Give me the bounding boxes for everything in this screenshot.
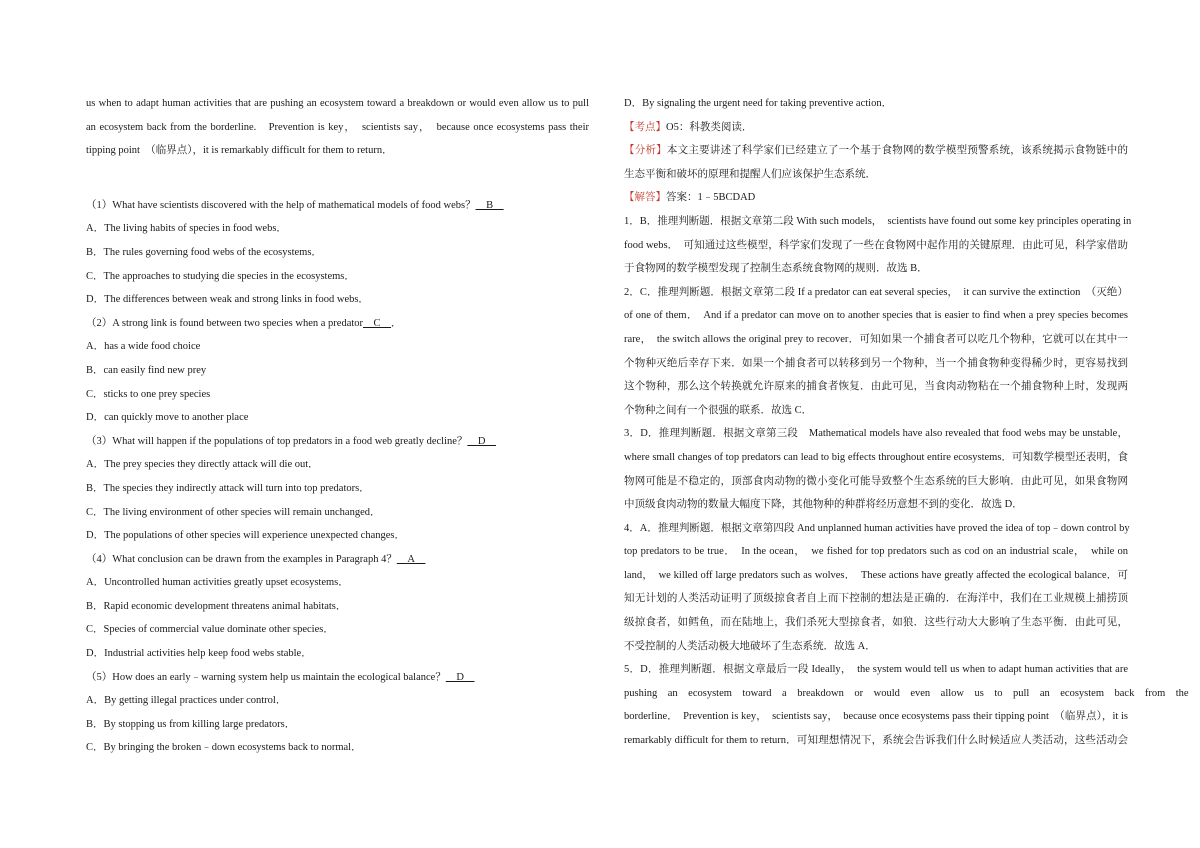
explanation-line: 不受控制的人类活动极大地破坏了生态系统．故选 A． [624, 640, 876, 652]
kaodian-line: 【考点】O5：科教类阅读． [624, 121, 753, 133]
question-1-option-d: D．The differences between weak and strong links in food webs． [86, 294, 369, 306]
explanation-line: 5．D．推理判断题．根据文章最后一段 Ideally， the system would tell us when to adapt human activities that are [624, 664, 1128, 676]
jieda-line: 【解答】答案：1﹣5BCDAD [624, 192, 756, 204]
question-4-option-b: B．Rapid economic development threatens animal habitats． [86, 600, 347, 612]
kaodian-tag: 【考点】 [624, 121, 666, 133]
question-4-answer: ＿A＿ [396, 553, 426, 565]
question-5-answer: ＿D＿ [445, 671, 475, 683]
explanation-line: 1．B．推理判断题．根据文章第二段 With such models， scientists have found out some key principles operating in [624, 215, 1132, 227]
explanation-line: of one of them． And if a predator can move on to another species that is easier to find when a prey species becomes [624, 310, 1128, 322]
question-2-option-b: B．can easily find new prey [86, 364, 207, 376]
question-1-answer: ＿B＿ [475, 199, 504, 211]
question-2-option-d: D．can quickly move to another place [86, 412, 249, 424]
explanation-line: 级掠食者，如鳕鱼，而在陆地上，我们杀死大型掠食者，如狼．这些行动大大影响了生态平衡．由此可见， [624, 617, 1128, 629]
passage-line: tipping point （临界点），it is remarkably difficult for them to return． [86, 145, 393, 157]
explanation-line: land， we killed off large predators such as wolves． These actions have greatly affected the ecological balance．可 [624, 569, 1128, 581]
question-2-stem: （2）A strong link is found between two species when a predator＿C＿． [86, 317, 402, 329]
fenxi-line: 【分析】本文主要讲述了科学家们已经建立了一个基于食物网的数学模型预警系统，该系统揭示食物链中的 [624, 145, 1129, 157]
question-5-option-d: D．By signaling the urgent need for taking preventive action． [624, 98, 893, 109]
explanation-line: 个物种之间有一个很强的联系．故选 C． [624, 404, 813, 416]
question-3-stem: （3）What will happen if the populations of top predators in a food web greatly decline？＿D＿ [86, 435, 496, 447]
explanation-line: rare， the switch allows the original prey to recover．可知如果一个捕食者可以吃几个物种，它就可以在其中一 [624, 333, 1128, 345]
question-2-option-a: A．has a wide food choice [86, 341, 201, 353]
right-column [624, 92, 1189, 753]
explanation-line: where small changes of top predators can lead to big effects throughout entire ecosystems．可知数学模型还表明，食 [624, 451, 1128, 463]
question-1-option-a: A．The living habits of species in food webs． [86, 223, 287, 235]
question-3-option-a: A．The prey species they directly attack will die out． [86, 459, 319, 471]
question-3-answer: ＿D＿ [467, 435, 496, 447]
question-3-option-b: B．The species they indirectly attack will turn into top predators． [86, 482, 370, 494]
fenxi-line-2: 生态平衡和破坏的原理和提醒人们应该保护生态系统． [624, 168, 876, 180]
question-3-option-d: D．The populations of other species will experience unexpected changes． [86, 530, 405, 542]
question-4-option-d: D．Industrial activities help keep food webs stable． [86, 648, 312, 660]
explanation-line: borderline． Prevention is key， scientists say， because once ecosystems pass their tipping point （临界点），it is [624, 711, 1128, 723]
explanation-line: remarkably difficult for them to return．可知理想情况下，系统会告诉我们什么时候适应人类活动，这些活动会 [624, 735, 1128, 747]
question-5-option-c: C．By bringing the broken﹣down ecosystems back to normal． [86, 742, 362, 754]
question-2-answer: ＿C＿ [363, 317, 392, 329]
question-4-stem: （4）What conclusion can be drawn from the examples in Paragraph 4？＿A＿ [86, 553, 426, 565]
passage-line: us when to adapt human activities that are pushing an ecosystem toward a breakdown or would even allow us to pull [86, 98, 589, 109]
passage-line: an ecosystem back from the borderline. Prevention is key， scientists say， because once ecosystems pass their [86, 121, 589, 133]
explanation-line: 2．C．推理判断题．根据文章第二段 If a predator can eat several species， it can survive the extinction （灭绝） [624, 286, 1128, 298]
question-4-option-a: A．Uncontrolled human activities greatly upset ecosystems． [86, 577, 349, 589]
question-4-option-c: C．Species of commercial value dominate other species． [86, 624, 334, 636]
question-3-option-c: C．The living environment of other species will remain unchanged． [86, 506, 381, 518]
explanation-line: 于食物网的数学模型发现了控制生态系统食物网的规则．故选 B． [624, 263, 928, 275]
question-2-option-c: C．sticks to one prey species [86, 388, 211, 400]
question-5-option-a: A．By getting illegal practices under control． [86, 695, 287, 707]
explanation-line: pushing an ecosystem toward a breakdown or would even allow us to pull an ecosystem back from the [624, 687, 1189, 699]
explanation-line: 知无计划的人类活动证明了顶级掠食者自上而下控制的想法是正确的．在海洋中，我们在工业规模上捕捞顶 [624, 593, 1128, 605]
question-5-stem: （5）How does an early﹣warning system help us maintain the ecological balance？＿D＿ [86, 671, 475, 683]
explanation-line: 这个物种，那么这个转换就允许原来的捕食者恢复．由此可见，当食肉动物粘在一个捕食物种上时，发现两 [624, 381, 1128, 393]
explanation-line: 个物种灭绝后幸存下来．如果一个捕食者可以转移到另一个物种，当一个捕食物种变得稀少时，更容易找到 [624, 357, 1128, 369]
fenxi-tag: 【分析】 [624, 145, 667, 157]
left-column [86, 92, 589, 760]
explanation-line: 3．D．推理判断题．根据文章第三段 Mathematical models have also revealed that food webs may be unstable， [624, 428, 1128, 440]
jieda-tag: 【解答】 [624, 192, 666, 204]
question-1-option-b: B．The rules governing food webs of the ecosystems． [86, 246, 322, 258]
explanation-line: food webs． 可知通过这些模型，科学家们发现了一些在食物网中起作用的关键原理．由此可见，科学家借助 [624, 239, 1128, 251]
question-1-stem: （1）What have scientists discovered with the help of mathematical models of food webs？＿B＿ [86, 199, 504, 211]
explanation-line: 物网可能是不稳定的，顶部食肉动物的微小变化可能导致整个生态系统的巨大影响．由此可见，如果食物网 [624, 475, 1128, 487]
question-1-option-c: C．The approaches to studying die species in the ecosystems． [86, 270, 355, 282]
explanation-line: top predators to be true． In the ocean， we fished for top predators such as cod on an industrial scale， while on [624, 546, 1128, 558]
explanation-line: 4．A．推理判断题．根据文章第四段 And unplanned human activities have proved the idea of top﹣down control by [624, 522, 1130, 534]
explanation-line: 中顶级食肉动物的数量大幅度下降，其他物种的种群将经历意想不到的变化．故选 D． [624, 499, 1023, 511]
question-5-option-b: B．By stopping us from killing large predators． [86, 718, 296, 730]
